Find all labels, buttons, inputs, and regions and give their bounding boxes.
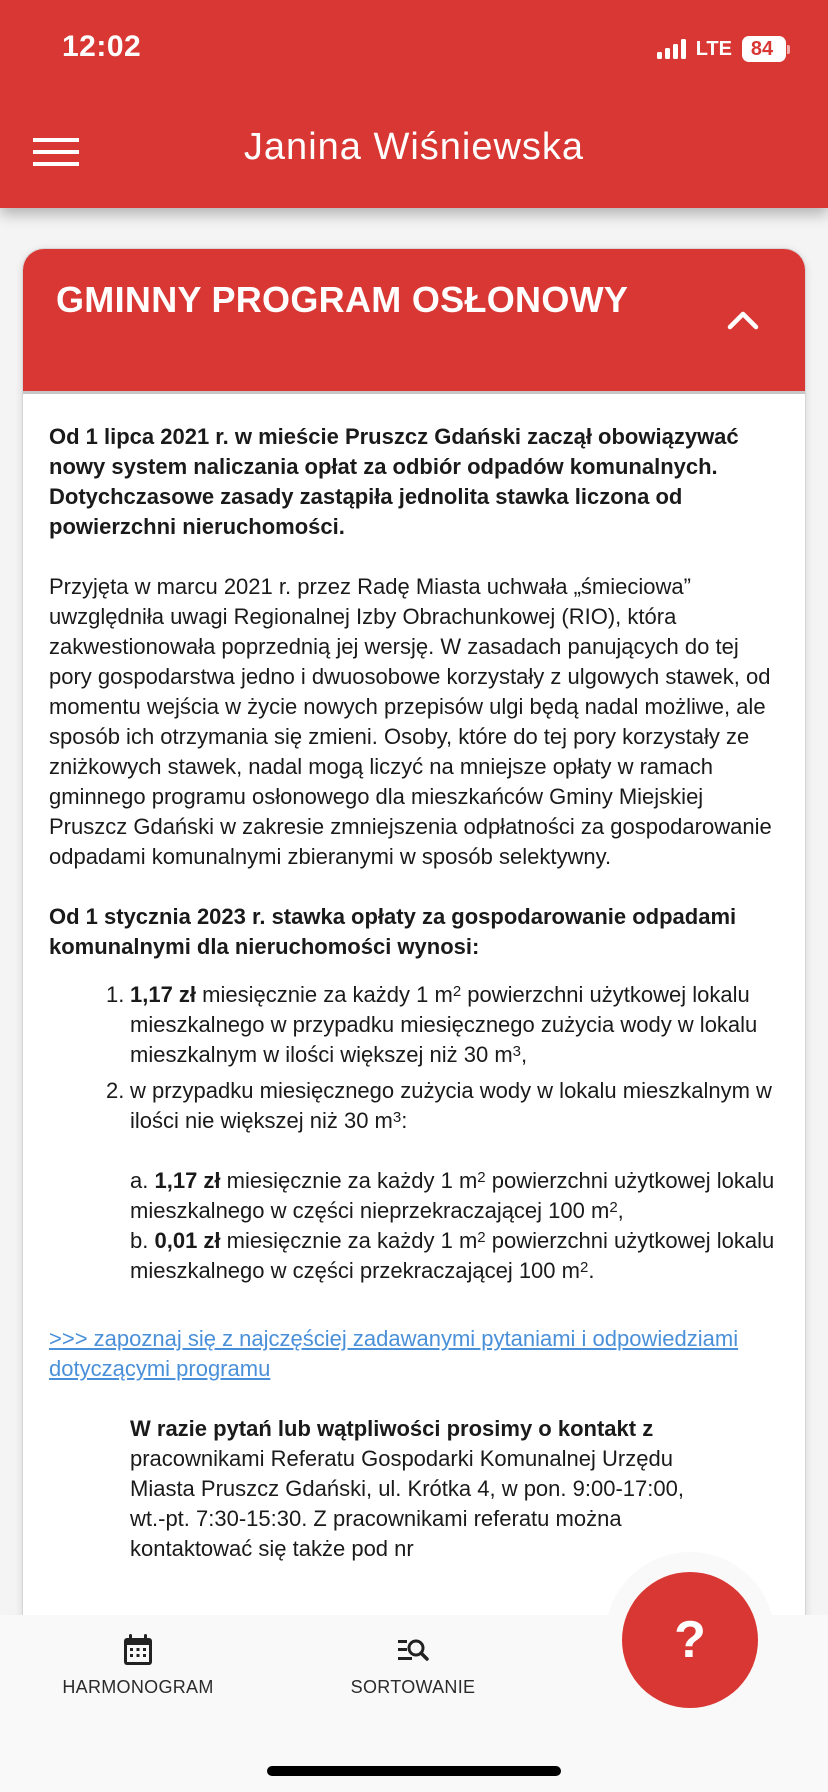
status-indicators <box>657 36 790 62</box>
card-title: GMINNY PROGRAM OSŁONOWY <box>56 279 629 320</box>
rates-heading: Od 1 stycznia 2023 r. stawka opłaty za gospodarowanie odpadami komunalnymi dla nieruchomości wynosi: <box>49 904 737 959</box>
calendar-icon <box>121 1633 155 1667</box>
rate-subitem-b: b. 0,01 zł miesięcznie za każdy 1 $m^2$ powierzchni użytkowej lokalu mieszkalnego w części przekraczającej 100 $m^2$. <box>130 1228 775 1283</box>
contact-text: W razie pytań lub wątpliwości prosimy o kontakt z pracownikami Referatu Gospodarki Komunalnej Urzędu Miasta Pruszcz Gdański, ul. Krótka 4, w pon. 9:00-17:00, wt.-pt. 7:30-15:30. Z pracownikami referatu można kontaktować się także pod nr <box>130 1416 684 1561</box>
sort-search-icon <box>396 1633 430 1667</box>
faq-link[interactable]: >>> zapoznaj się z najczęściej zadawanymi pytaniami i odpowiedziami dotyczącymi programu <box>49 1326 739 1381</box>
program-card <box>22 248 806 1748</box>
nav-label: SORTOWANIE <box>350 1677 476 1697</box>
battery-icon <box>742 36 790 62</box>
intro-text: Od 1 lipca 2021 r. w mieście Pruszcz Gdański zaczął obowiązywać nowy system naliczania opłat za odbiór odpadów komunalnych. Dotychczasowe zasady zastąpiła jednolita stawka liczona od powierzchni nieruchomości. <box>49 424 739 539</box>
help-icon: ? <box>674 1611 706 1669</box>
network-type: LTE <box>695 37 732 60</box>
rate-subitems <box>130 1166 779 1286</box>
status-time: 12:02 <box>62 30 142 63</box>
rate-amount: 1,17 zł <box>154 1168 221 1193</box>
card-header-toggle[interactable] <box>23 249 805 394</box>
rate-item-2: 2. w przypadku miesięcznego zużycia wody w lokalu mieszkalnym w ilości nie większej niż 30 $m^3$: a. 1,17 zł miesięcznie za każdy 1 $m^2$ powierzchni użytkowej lokalu mieszkalnego w części nieprzekraczającej 100 $m^2$, b. 0,01 zł miesięcznie za każdy 1 $m^2$ powierzchni użytkowej lokalu mieszkalnego w części przekraczającej 100 $m^2$. <box>49 1076 779 1286</box>
nav-item-sortowanie[interactable] <box>313 1633 513 1698</box>
rate-item-1: 1. 1,17 zł miesięcznie za każdy 1 $m^2$ powierzchni użytkowej lokalu mieszkalnego w przypadku miesięcznego zużycia wody w lokalu mieszkalnym w ilości większej niż 30 $m^3$, <box>106 982 758 1067</box>
help-button[interactable] <box>622 1572 758 1708</box>
chevron-up-icon[interactable] <box>726 307 760 331</box>
app-bar <box>0 0 828 208</box>
signal-icon <box>657 39 686 59</box>
page-title: Janina Wiśniewska <box>243 126 585 168</box>
card-body <box>23 394 805 1564</box>
home-indicator[interactable] <box>267 1766 561 1776</box>
description-text: Przyjęta w marcu 2021 r. przez Radę Miasta uchwała „śmieciowa” uwzględniła uwagi Regionalnej Izby Obrachunkowej (RIO), która zakwestionowała poprzednią jej wersję. W zasadach panujących do tej pory gospodarstwa jedno i dwuosobowe korzystały z ulgowych stawek, od momentu wejścia w życie nowych przepisów ulgi będą nadal możliwe, ale sposób ich otrzymania się zmieni. Osoby, które do tej pory korzystały ze zniżkowych stawek, nadal mogą liczyć na mniejsze opłaty w ramach gminnego programu osłonowego dla mieszkańców Gminy Miejskiej Pruszcz Gdański w zakresie zmniejszenia odpłatności za gospodarowanie odpadami komunalnymi zbieranymi w sposób selektywny. <box>49 574 772 869</box>
nav-item-harmonogram[interactable] <box>38 1633 238 1698</box>
rate-amount: 1,17 zł <box>130 982 197 1007</box>
rate-amount: 0,01 zł <box>154 1228 221 1253</box>
nav-label: HARMONOGRAM <box>62 1677 214 1697</box>
rates-list <box>49 980 779 1286</box>
rate-subitem-a: a. 1,17 zł miesięcznie za każdy 1 $m^2$ powierzchni użytkowej lokalu mieszkalnego w części nieprzekraczającej 100 $m^2$, <box>130 1168 775 1223</box>
battery-level: 84 <box>742 36 786 62</box>
